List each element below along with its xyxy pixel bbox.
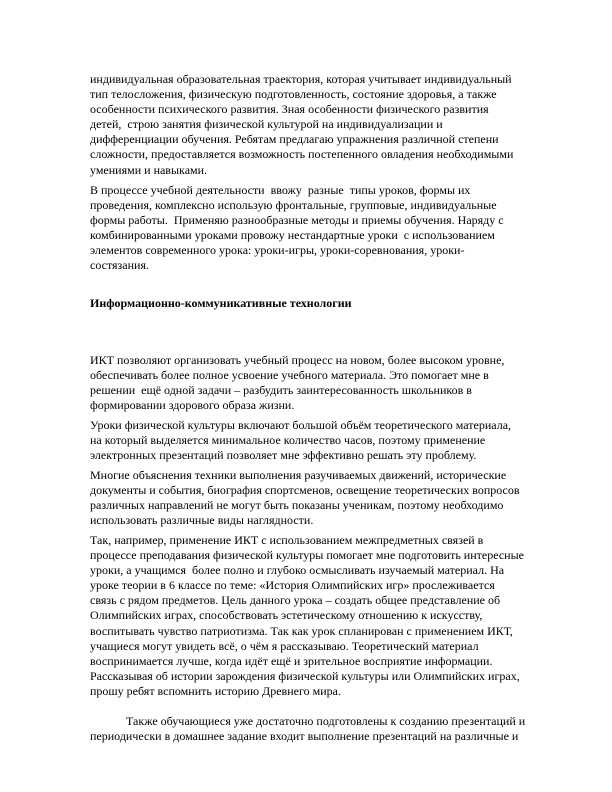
- paragraph-lesson-types: [90, 183, 530, 274]
- text-line: процессе преподавания физической культуры помогает мне подготовить интересные: [90, 548, 524, 563]
- text-line: Так, например, применение ИКТ с использованием межпредметных связей в: [90, 533, 484, 547]
- text-line: Рассказывая об истории зарождения физической культуры или Олимпийских играх,: [90, 668, 520, 683]
- text-line: периодически в домашнее задание входит выполнение презентаций на различные и: [90, 729, 519, 744]
- paragraph-visual-aids: [90, 468, 530, 528]
- paragraph-olympic-lesson: [90, 533, 530, 699]
- text-line: уроке теории в 6 классе по теме: «История Олимпийских игр» прослеживается: [90, 578, 495, 593]
- text-line: элементов современного урока: уроки-игры, уроки-соревнования, уроки-: [90, 243, 465, 258]
- text-line: воспитывать чувство патриотизма. Так как урок спланирован с применением ИКТ,: [90, 623, 513, 638]
- text-line: формы работы. Применяю разнообразные методы и приемы обучения. Наряду с: [90, 213, 504, 228]
- text-line: уроки, а учащимся более полно и глубоко осмысливать изучаемый материал. На: [90, 563, 505, 578]
- text-line: формировании здорового образа жизни.: [90, 398, 295, 413]
- text-line: использовать различные виды наглядности.: [90, 513, 314, 528]
- text-line: сложности, предоставляется возможность постепенного овладения необходимыми: [90, 147, 514, 162]
- text-line: проведения, комплексно использую фронтальные, групповые, индивидуальные: [90, 198, 497, 213]
- paragraph-theory-lessons: [90, 418, 530, 463]
- text-line: на который выделяется минимальное количество часов, поэтому применение: [90, 433, 486, 448]
- text-line: особенности психического развития. Зная особенности физического развития: [90, 102, 489, 117]
- paragraph-individual-trajectory: [90, 72, 530, 178]
- text-line: Уроки физической культуры включают большой объём теоретического материала,: [90, 418, 512, 432]
- text-line: электронных презентаций позволяет мне эффективно решать эту проблему.: [90, 448, 477, 463]
- text-line: состязания.: [90, 258, 149, 273]
- text-line: различных направлений не могут быть показаны ученикам, поэтому необходимо: [90, 498, 504, 513]
- text-line: Олимпийских играх, способствовать эстетическому отношению к искусству,: [90, 608, 483, 623]
- text-line: В процессе учебной деятельности ввожу разные типы уроков, формы их: [90, 183, 471, 197]
- text-line: тип телосложения, физическую подготовленность, состояние здоровья, а также: [90, 87, 497, 102]
- text-line: связь с рядом предметов. Цель данного урока – создать общее представление об: [90, 593, 501, 608]
- text-line: индивидуальная образовательная траектория, которая учитывает индивидуальный: [90, 72, 512, 86]
- section-heading: Информационно-коммуникативные технологии: [90, 296, 352, 310]
- text-line: Также обучающиеся уже достаточно подготовлены к созданию презентаций и: [90, 714, 526, 728]
- text-line: прошу ребят вспомнить историю Древнего мира.: [90, 683, 341, 698]
- paragraph-presentations: [90, 714, 530, 744]
- text-line: решении ещё одной задачи – разбудить заинтересованность школьников в: [90, 383, 472, 398]
- paragraph-ict-intro: [90, 353, 530, 413]
- text-line: ИКТ позволяют организовать учебный процесс на новом, более высоком уровне,: [90, 353, 505, 367]
- text-line: документы и события, биография спортсменов, освещение теоретических вопросов: [90, 483, 520, 498]
- text-line: комбинированными уроками провожу нестандартные уроки с использованием: [90, 228, 495, 243]
- text-line: учащиеся могут увидеть всё, о чём я рассказываю. Теоретический материал: [90, 638, 479, 653]
- text-line: воспринимается лучше, когда идёт ещё и зрительное восприятие информации.: [90, 653, 493, 668]
- text-line: умениями и навыками.: [90, 162, 208, 177]
- text-line: обеспечивать более полное усвоение учебного материала. Это помогает мне в: [90, 368, 489, 383]
- text-line: детей, строю занятия физической культурой на индивидуализации и: [90, 117, 443, 132]
- text-line: дифференциации обучения. Ребятам предлагаю упражнения различной степени: [90, 132, 499, 147]
- text-line: Многие объяснения техники выполнения разучиваемых движений, исторические: [90, 468, 507, 482]
